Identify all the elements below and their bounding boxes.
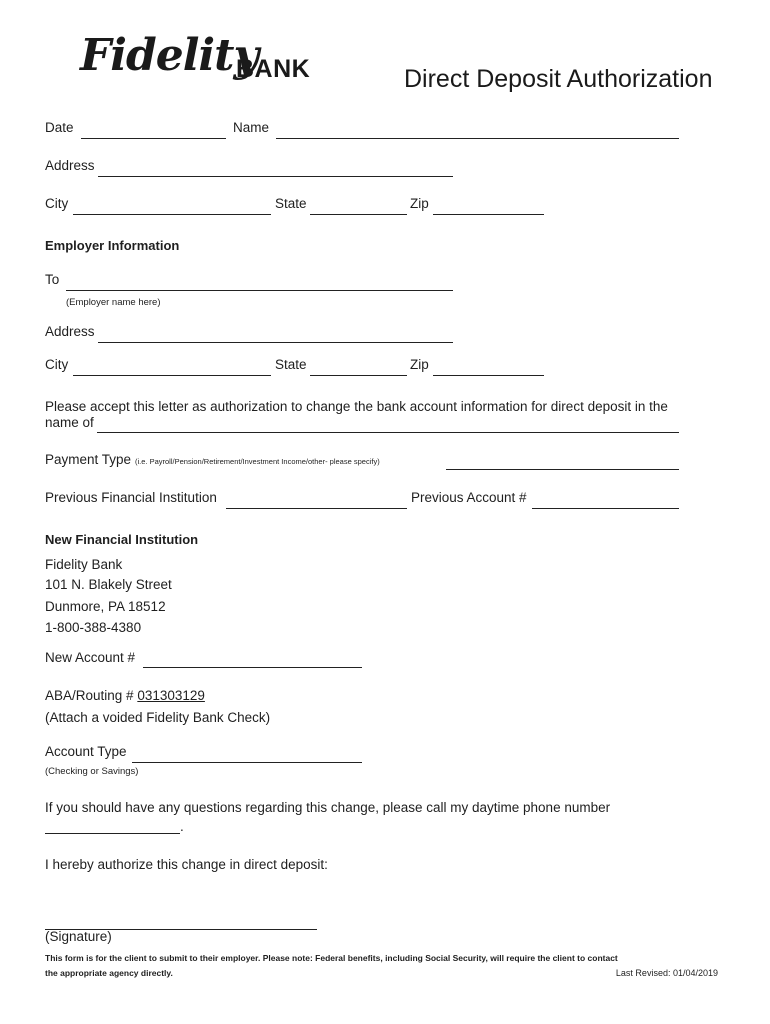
new-account-label: New Account # bbox=[45, 650, 136, 665]
fidelity-bank-logo bbox=[80, 30, 330, 92]
logo-script: Fidelity bbox=[80, 30, 259, 81]
authorize-text: I hereby authorize this change in direct deposit: bbox=[45, 857, 328, 872]
signature-label: (Signature) bbox=[45, 929, 112, 944]
employer-address-field[interactable] bbox=[98, 342, 453, 343]
employer-name-hint: (Employer name here) bbox=[66, 297, 161, 308]
bank-phone: 1-800-388-4380 bbox=[45, 620, 142, 635]
city-label: City bbox=[45, 196, 69, 211]
previous-institution-label: Previous Financial Institution bbox=[45, 490, 217, 505]
employer-state-label: State bbox=[275, 357, 307, 372]
authorization-text: Please accept this letter as authorization to change the bank account information for direct deposit in the bbox=[45, 399, 668, 414]
new-institution-heading: New Financial Institution bbox=[45, 532, 199, 547]
account-type-field[interactable] bbox=[132, 762, 362, 763]
employer-state-field[interactable] bbox=[310, 375, 407, 376]
name-label: Name bbox=[233, 120, 270, 135]
name-field[interactable] bbox=[276, 138, 679, 139]
zip-label: Zip bbox=[410, 196, 429, 211]
address-label: Address bbox=[45, 158, 95, 173]
employer-address-label: Address bbox=[45, 324, 95, 339]
employer-heading: Employer Information bbox=[45, 238, 180, 253]
employer-city-field[interactable] bbox=[73, 375, 271, 376]
payment-type-field[interactable] bbox=[446, 469, 679, 470]
previous-institution-field[interactable] bbox=[226, 508, 407, 509]
page-title: Direct Deposit Authorization bbox=[404, 65, 713, 93]
previous-account-label: Previous Account # bbox=[411, 490, 527, 505]
employer-name-field[interactable] bbox=[66, 290, 453, 291]
account-type-hint: (Checking or Savings) bbox=[45, 766, 139, 777]
date-field[interactable] bbox=[81, 138, 226, 139]
last-revised: Last Revised: 01/04/2019 bbox=[615, 968, 718, 978]
phone-number-field[interactable] bbox=[45, 833, 180, 834]
date-label: Date bbox=[45, 120, 74, 135]
previous-account-field[interactable] bbox=[532, 508, 679, 509]
logo-bank: BANK bbox=[236, 55, 311, 83]
new-account-field[interactable] bbox=[143, 667, 362, 668]
name-of-label: name of bbox=[45, 415, 94, 430]
bank-city-state-zip: Dunmore, PA 18512 bbox=[45, 599, 166, 614]
questions-text: If you should have any questions regarding this change, please call my daytime phone number bbox=[45, 800, 611, 815]
bank-street: 101 N. Blakely Street bbox=[45, 577, 172, 592]
payment-type-hint: (i.e. Payroll/Pension/Retirement/Investment Income/other- please specify) bbox=[135, 457, 380, 466]
account-type-label: Account Type bbox=[45, 744, 127, 759]
state-label: State bbox=[275, 196, 307, 211]
zip-field[interactable] bbox=[433, 214, 544, 215]
aba-label: ABA/Routing # bbox=[45, 688, 134, 703]
employer-zip-field[interactable] bbox=[433, 375, 544, 376]
aba-routing bbox=[45, 688, 205, 704]
questions-period: . bbox=[180, 819, 184, 834]
bank-name: Fidelity Bank bbox=[45, 557, 123, 572]
name-of-field[interactable] bbox=[97, 432, 679, 433]
payment-type-label: Payment Type bbox=[45, 452, 132, 467]
attach-check-note: (Attach a voided Fidelity Bank Check) bbox=[45, 710, 271, 725]
footer-note-line2: the appropriate agency directly. bbox=[45, 968, 173, 978]
city-field[interactable] bbox=[73, 214, 271, 215]
address-field[interactable] bbox=[98, 176, 453, 177]
employer-zip-label: Zip bbox=[410, 357, 429, 372]
employer-city-label: City bbox=[45, 357, 69, 372]
state-field[interactable] bbox=[310, 214, 407, 215]
aba-number: 031303129 bbox=[137, 688, 205, 703]
employer-to-label: To bbox=[45, 272, 60, 287]
footer-note-line1: This form is for the client to submit to their employer. Please note: Federal benefits, including Social Security, will require the client to contact bbox=[45, 953, 618, 963]
